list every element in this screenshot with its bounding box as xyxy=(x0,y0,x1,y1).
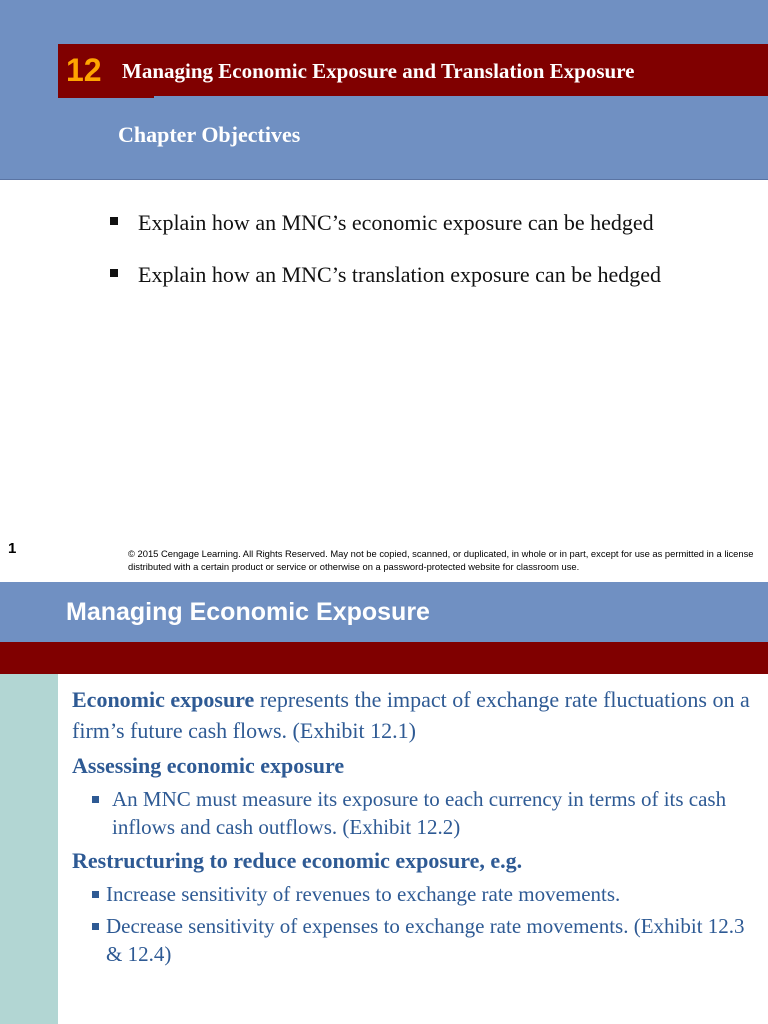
square-bullet-icon xyxy=(92,891,99,898)
objective-text: Explain how an MNC’s translation exposure can be hedged xyxy=(138,262,661,287)
bullet-text: An MNC must measure its exposure to each currency in terms of its cash inflows and cash outflows. (Exhibit 12.2) xyxy=(112,787,727,839)
objective-text: Explain how an MNC’s economic exposure can be hedged xyxy=(138,210,654,235)
bullet-text: Decrease sensitivity of expenses to exchange rate movements. (Exhibit 12.3 & 12.4) xyxy=(106,914,745,966)
heading-restructuring: Restructuring to reduce economic exposure, e.g. xyxy=(72,848,523,873)
header-divider xyxy=(0,179,768,180)
section-heading: Chapter Objectives xyxy=(118,122,301,147)
slide2-sidebar xyxy=(0,674,58,1024)
slide2-content xyxy=(72,684,762,972)
slide2-maroon-bar xyxy=(0,642,768,674)
bullet-text: Increase sensitivity of revenues to exchange rate movements. xyxy=(106,882,621,906)
bullet-item xyxy=(72,880,762,908)
bullet-item xyxy=(72,785,762,841)
slide2-title: Managing Economic Exposure xyxy=(66,598,430,626)
slide-number: 1 xyxy=(8,540,17,557)
square-bullet-icon xyxy=(92,796,99,803)
intro-term: Economic exposure xyxy=(72,687,255,712)
intro-paragraph xyxy=(72,684,762,746)
bullet-item xyxy=(72,912,762,968)
chapter-title: Managing Economic Exposure and Translation Exposure xyxy=(122,59,635,83)
intro-text: represents the impact of exchange rate fluctuations on a firm’s future cash flows. (Exhibit 12.1) xyxy=(72,687,750,743)
objective-item xyxy=(110,200,730,246)
chapter-number: 12 xyxy=(66,52,102,88)
square-bullet-icon xyxy=(110,217,118,225)
copyright-notice: © 2015 Cengage Learning. All Rights Reserved. May not be copied, scanned, or duplicated, in whole or in part, except for use as permitted in a license distributed with a certain product or service or otherwise on a password-protected website for classroom use. xyxy=(128,548,754,572)
heading-assessing: Assessing economic exposure xyxy=(72,753,345,778)
objective-item xyxy=(110,252,730,298)
square-bullet-icon xyxy=(110,269,118,277)
title-underline xyxy=(58,96,154,98)
square-bullet-icon xyxy=(92,923,99,930)
objectives-list xyxy=(110,200,730,304)
